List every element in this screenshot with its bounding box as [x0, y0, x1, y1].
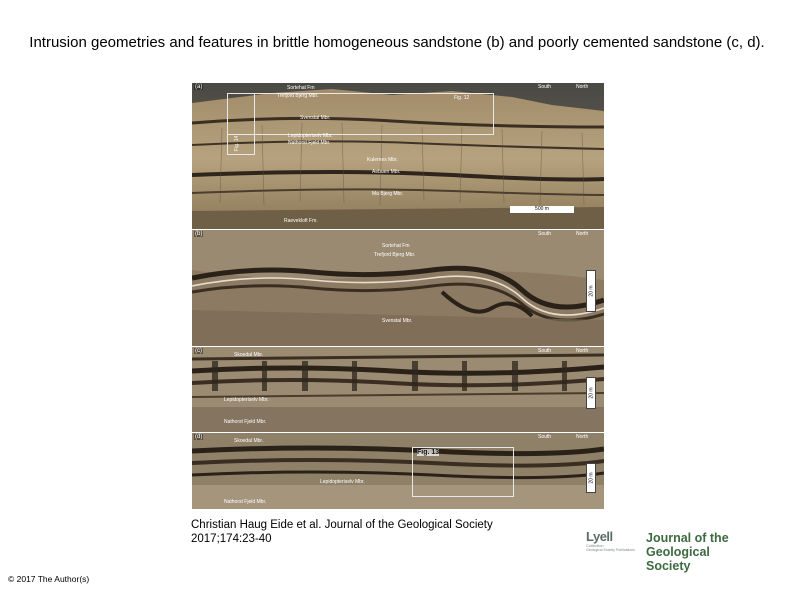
- scale-bar-label: 500 m: [535, 206, 549, 212]
- label-fig13: Fig. 13: [417, 449, 440, 456]
- label-svenstal-b: Svenstal Mbr.: [382, 318, 413, 324]
- label-north-d: North: [576, 434, 589, 440]
- panel-d-photo: [192, 433, 604, 509]
- label-nathorst-c: Nathorst Fjeld Mbr.: [224, 419, 267, 425]
- label-fig14: Fig. 14: [234, 135, 240, 151]
- label-lepido-d: Lepidopteriselv Mbr.: [320, 479, 365, 485]
- copyright-notice: © 2017 The Author(s): [8, 574, 90, 584]
- label-raevekloft: Raevekloft Fm.: [284, 218, 318, 224]
- lyell-sub-text: Geological Society Publications: [586, 548, 635, 552]
- lyell-collection-text: Collection: [586, 543, 604, 548]
- label-south-b: South: [538, 231, 552, 237]
- vertical-scale-bar: [586, 270, 596, 312]
- label-lepido: Lepidopteriselv Mbr.: [288, 133, 333, 139]
- slide-title: Intrusion geometries and features in brittle homogeneous sandstone (b) and poorly cemented sandstone (c, d).: [29, 34, 765, 51]
- panel-a-photo: [192, 83, 604, 229]
- scale-bar: [510, 206, 574, 213]
- label-trefjord-b: Trefjord Bjerg Mbr.: [374, 252, 416, 258]
- label-nathorst: Nathorst Fjeld Mbr.: [288, 140, 331, 146]
- label-lepido-c: Lepidopteriselv Mbr.: [224, 397, 269, 403]
- panel-d-label: (d): [195, 434, 203, 440]
- vertical-scale-bar: [586, 377, 596, 409]
- label-kulernes: Kulernes Mbr.: [367, 157, 398, 163]
- jgs-line1: Journal of the: [646, 531, 729, 545]
- figure-composite: [192, 83, 604, 509]
- label-north-c: North: [576, 348, 589, 354]
- figure-caption: [191, 518, 493, 546]
- caption-authors: Christian Haug Eide et al. Journal of the Geological Society: [191, 519, 493, 531]
- label-skoedal-c: Skoedal Mbr.: [234, 352, 264, 358]
- label-svenstal: Svenstal Mbr.: [300, 115, 331, 121]
- label-fig12: Fig. 12: [454, 95, 470, 101]
- vertical-scale-label: 20 m: [588, 285, 595, 297]
- label-skoedal-d: Skoedal Mbr.: [234, 438, 264, 444]
- label-trefjord: Trefjord Bjerg Mbr.: [277, 93, 319, 99]
- label-ma-bjerg: Ma Bjerg Mbr.: [372, 191, 404, 197]
- vertical-scale-label: 20 m: [588, 472, 595, 484]
- label-south: South: [538, 84, 552, 90]
- label-aebuen: Aebuen Mbr.: [372, 169, 401, 175]
- lyell-logo-text: Lyell: [586, 529, 613, 544]
- panel-b-label: (b): [195, 231, 203, 237]
- label-south-d: South: [538, 434, 552, 440]
- caption-citation: 2017;174:23-40: [191, 533, 272, 545]
- label-sortehat: Sortehat Fm: [287, 85, 315, 91]
- jgs-logo-text: [646, 531, 756, 573]
- vertical-scale-label: 20 m: [588, 387, 595, 399]
- label-nathorst-d: Nathorst Fjeld Mbr.: [224, 499, 267, 505]
- panel-a-label: (a): [195, 84, 203, 90]
- vertical-scale-bar: [586, 463, 596, 493]
- label-sortehat-b: Sortehat Fm: [382, 243, 410, 249]
- panel-c-photo: [192, 347, 604, 432]
- journal-logo: [586, 529, 756, 573]
- panel-b-photo: [192, 230, 604, 346]
- jgs-line2: Geological Society: [646, 545, 710, 573]
- label-south-c: South: [538, 348, 552, 354]
- label-north-b: North: [576, 231, 589, 237]
- label-north: North: [576, 84, 589, 90]
- panel-c-label: (c): [195, 348, 202, 354]
